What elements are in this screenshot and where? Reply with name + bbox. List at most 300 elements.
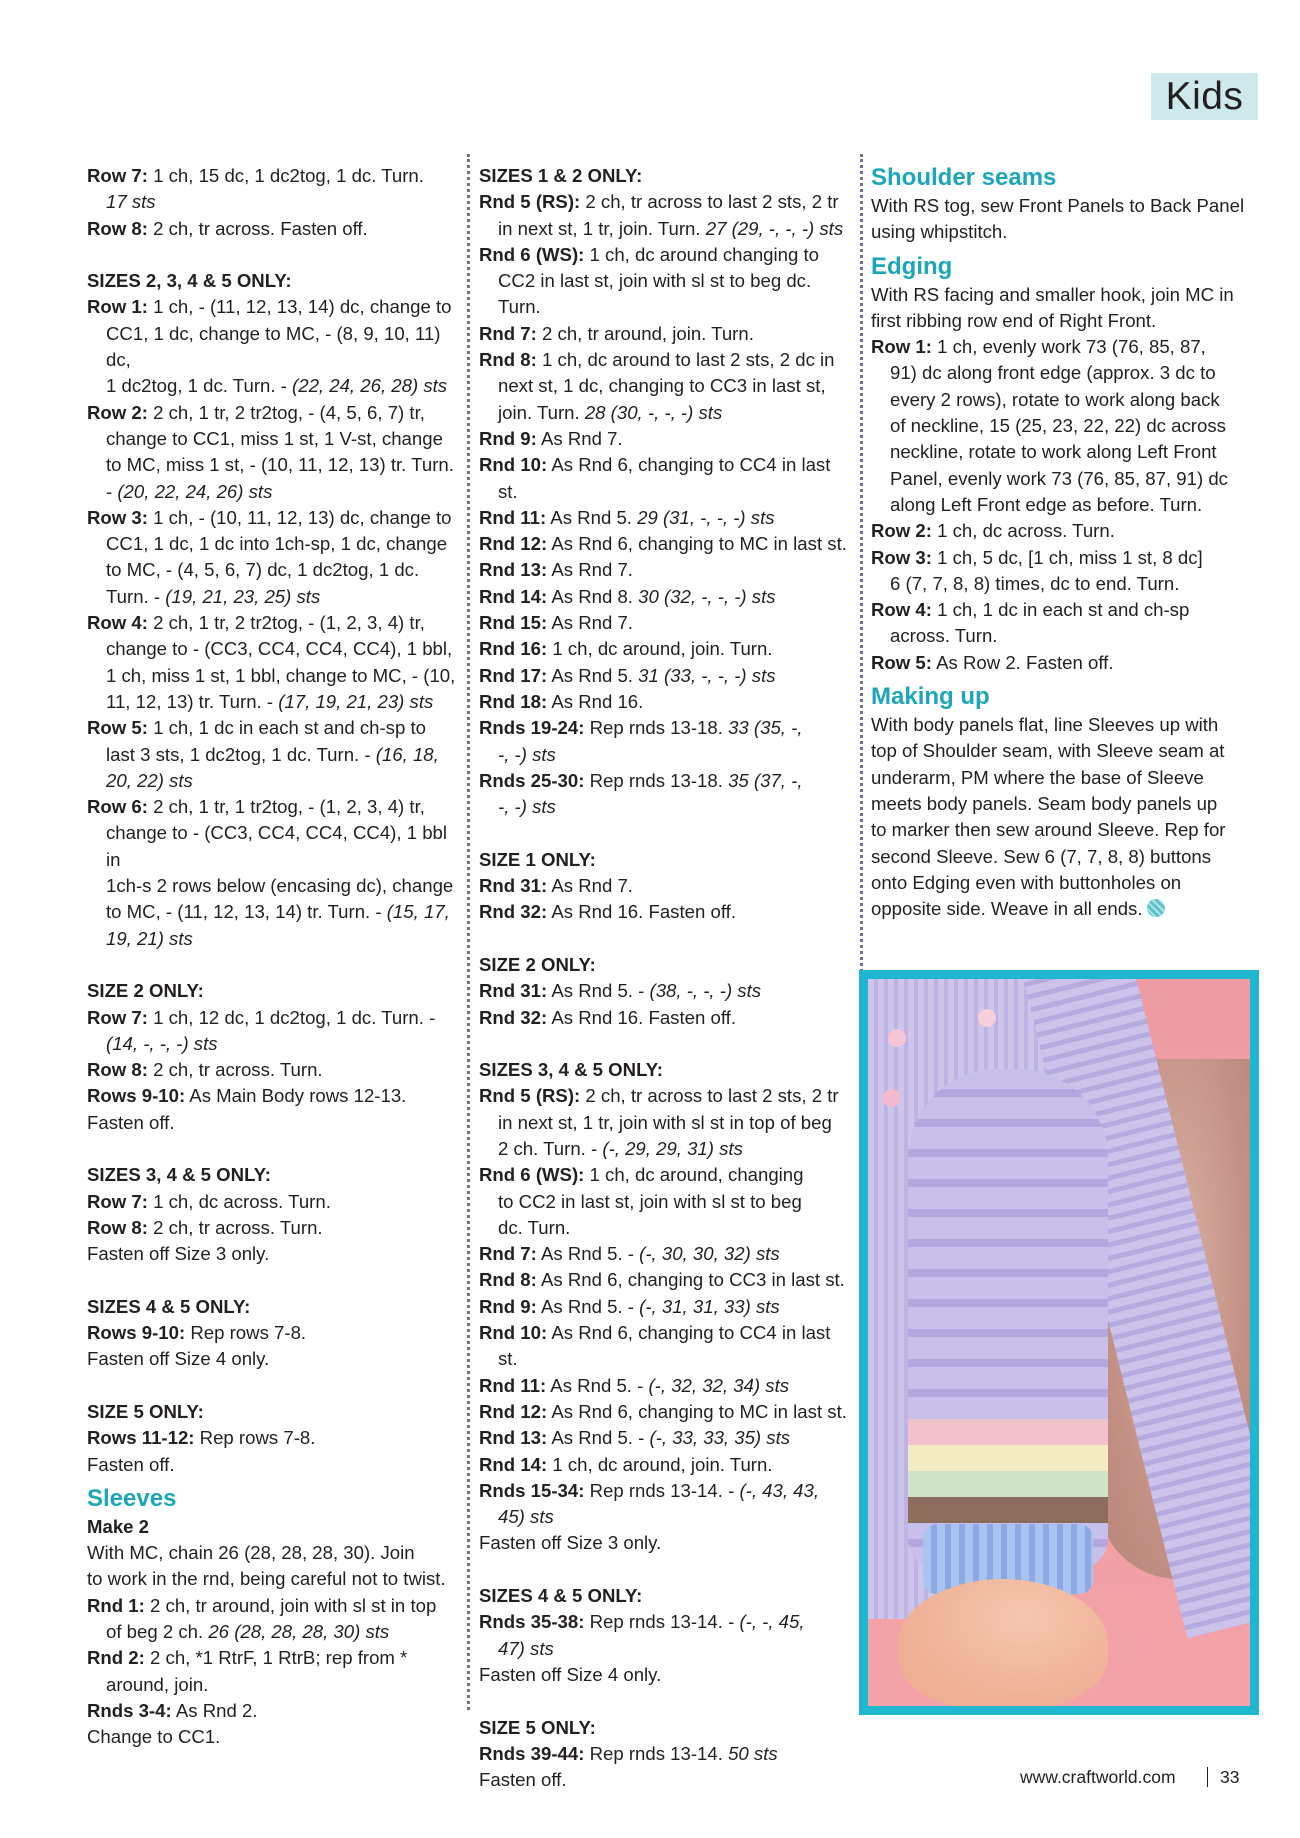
stitch-count: (20, 22, 24, 26) sts xyxy=(117,480,273,502)
row-label: Rnd 32: xyxy=(479,1006,548,1028)
instruction-text: As Rnd 8. xyxy=(547,585,639,607)
instruction-text: dc. Turn. xyxy=(498,1216,571,1238)
stitch-count: 27 (29, -, -, -) sts xyxy=(705,217,844,239)
section-heading: Shoulder seams xyxy=(871,164,1057,191)
instruction-line xyxy=(479,663,854,689)
instruction-text: 2 ch, 1 tr, 1 tr2tog, - (1, 2, 3, 4) tr, xyxy=(147,796,425,818)
instruction-text: Rep rnds 13-18. xyxy=(584,769,729,791)
row-label: Rnd 9: xyxy=(479,427,537,449)
instruction-line xyxy=(479,1373,854,1399)
instruction-text: As Rnd 5. xyxy=(546,506,638,528)
instruction-line xyxy=(87,1425,459,1451)
instruction-text: 2 ch, tr across. Turn. xyxy=(147,1216,323,1238)
instruction-text: Rep rnds 13-14. xyxy=(584,1742,729,1764)
section-tab: Kids xyxy=(1151,73,1258,120)
instruction-line xyxy=(87,1593,459,1619)
instruction-line xyxy=(87,584,459,610)
instruction-line xyxy=(479,505,854,531)
instruction-text: As Row 2. Fasten off. xyxy=(931,651,1114,673)
instruction-line xyxy=(479,1609,854,1635)
instruction-line xyxy=(871,738,1251,764)
instruction-text: 1 ch, dc around, join. Turn. xyxy=(547,638,773,660)
stitch-count: 30 (32, -, -, -) sts xyxy=(638,585,776,607)
instruction-text: along Left Front edge as before. Turn. xyxy=(890,493,1203,515)
spacer xyxy=(479,1688,854,1714)
instruction-line xyxy=(87,1320,459,1346)
row-label: Row 8: xyxy=(87,1216,148,1238)
instruction-line xyxy=(87,873,459,899)
instruction-text: 2 ch, tr across to last 2 sts, 2 tr xyxy=(580,191,839,213)
instruction-text: to MC, - (4, 5, 6, 7) dc, 1 dc2tog, 1 dc. xyxy=(106,559,420,581)
instruction-line xyxy=(871,387,1251,413)
instruction-line xyxy=(479,1636,854,1662)
spacer xyxy=(479,926,854,952)
instruction-line xyxy=(87,321,459,374)
instruction-text: Rep rnds 13-14. - xyxy=(584,1611,740,1633)
instruction-text: As Rnd 7. xyxy=(547,559,633,581)
instruction-line xyxy=(87,216,459,242)
stitch-count: (15, 17, xyxy=(386,901,450,923)
instruction-text: 2 ch, 1 tr, 2 tr2tog, - (1, 2, 3, 4) tr, xyxy=(147,612,425,634)
instruction-line xyxy=(871,623,1251,649)
row-label: Rnds 25-30: xyxy=(479,769,585,791)
instruction-text: As Rnd 5. - xyxy=(547,1427,650,1449)
instruction-text: to CC2 in last st, join with sl st to beg xyxy=(498,1190,802,1212)
instruction-line xyxy=(87,1346,459,1372)
instruction-line xyxy=(87,1724,459,1750)
stitch-count: (-, 29, 29, 31) sts xyxy=(602,1137,743,1159)
pattern-column-1 xyxy=(87,163,459,1751)
instruction-text: onto Edging even with buttonholes on xyxy=(871,871,1182,893)
yarn-ball-icon xyxy=(1147,899,1165,917)
row-label: Rnd 7: xyxy=(479,1243,537,1265)
instruction-text: top of Shoulder seam, with Sleeve seam at xyxy=(871,740,1225,762)
row-label: Row 7: xyxy=(87,1190,148,1212)
spacer xyxy=(479,1557,854,1583)
row-label: Row 3: xyxy=(87,506,148,528)
spacer xyxy=(87,1373,459,1399)
instruction-line xyxy=(479,1083,854,1109)
page-number: 33 xyxy=(1220,1767,1240,1787)
subheading: SIZE 1 ONLY: xyxy=(479,848,596,870)
instruction-line xyxy=(479,610,854,636)
instruction-text: 1 ch, evenly work 73 (76, 85, 87, xyxy=(931,336,1206,358)
row-label: Rnd 13: xyxy=(479,559,548,581)
instruction-text: Fasten off Size 3 only. xyxy=(87,1243,270,1265)
stitch-count: (-, 33, 33, 35) sts xyxy=(649,1427,791,1449)
stitch-count: (19, 21, 23, 25) sts xyxy=(165,585,321,607)
instruction-line xyxy=(87,1540,459,1566)
instruction-text: 1 ch, 12 dc, 1 dc2tog, 1 dc. Turn. - xyxy=(147,1006,436,1028)
stitch-count: 26 (28, 28, 28, 30) sts xyxy=(208,1621,390,1643)
instruction-text: - xyxy=(106,480,118,502)
instruction-text: With body panels flat, line Sleeves up with xyxy=(871,714,1219,736)
instruction-line xyxy=(479,1136,854,1162)
subheading: Make 2 xyxy=(87,1515,150,1537)
bobble-motif xyxy=(883,1089,901,1107)
instruction-line xyxy=(479,1530,854,1556)
instruction-line xyxy=(87,1241,459,1267)
instruction-text: As Rnd 7. xyxy=(536,427,623,449)
instruction-text: CC2 in last st, join with sl st to beg dc. Turn. xyxy=(498,270,812,318)
instruction-line xyxy=(871,791,1251,817)
spacer xyxy=(479,820,854,846)
instruction-text: 1 ch, dc around changing to xyxy=(584,243,819,265)
instruction-text: last 3 sts, 1 dc2tog, 1 dc. Turn. - xyxy=(106,743,376,765)
row-label: Row 5: xyxy=(87,717,148,739)
instruction-line xyxy=(87,189,459,215)
instruction-line xyxy=(87,426,459,452)
stitch-count: (-, 31, 31, 33) sts xyxy=(639,1295,780,1317)
instruction-line xyxy=(87,1452,459,1478)
instruction-line xyxy=(479,1110,854,1136)
instruction-line xyxy=(871,870,1251,896)
row-label: Rnds 35-38: xyxy=(479,1611,585,1633)
instruction-text: As Rnd 16. Fasten off. xyxy=(547,1006,736,1028)
instruction-text: As Rnd 5. - xyxy=(536,1295,640,1317)
instruction-line xyxy=(871,571,1251,597)
subheading: SIZE 2 ONLY: xyxy=(479,953,596,975)
row-label: Rnd 7: xyxy=(479,322,537,344)
section-heading: Sleeves xyxy=(87,1484,177,1512)
instruction-text: next st, 1 dc, changing to CC3 in last st, xyxy=(498,375,826,397)
spacer xyxy=(479,1031,854,1057)
subheading: SIZES 3, 4 & 5 ONLY: xyxy=(87,1164,271,1186)
instruction-text: join. Turn. xyxy=(498,401,585,423)
instruction-line xyxy=(871,282,1251,308)
instruction-text: 1 ch, miss 1 st, 1 bbl, change to MC, - (10, xyxy=(106,664,456,686)
instruction-text: of beg 2 ch. xyxy=(106,1621,209,1643)
instruction-text: 1 ch, dc across. Turn. xyxy=(147,1190,331,1212)
instruction-text: change to CC1, miss 1 st, 1 V-st, change xyxy=(106,427,443,449)
instruction-line xyxy=(87,1645,459,1671)
instruction-line xyxy=(87,1005,459,1031)
instruction-line xyxy=(87,479,459,505)
stitch-count: -, -) sts xyxy=(498,743,556,765)
instruction-text: in next st, 1 tr, join. Turn. xyxy=(498,217,706,239)
instruction-text: With RS tog, sew Front Panels to Back Panel xyxy=(871,195,1245,216)
instruction-line xyxy=(871,219,1251,245)
instruction-line xyxy=(87,715,459,741)
section-heading: Making up xyxy=(871,683,990,711)
instruction-line xyxy=(871,896,1251,922)
instruction-line xyxy=(871,817,1251,843)
row-label: Rnd 31: xyxy=(479,980,548,1002)
instruction-line xyxy=(871,308,1251,334)
stitch-count: (-, 32, 32, 34) sts xyxy=(648,1374,790,1396)
pattern-column-3 xyxy=(871,163,1251,922)
instruction-text: As Rnd 16. xyxy=(547,690,644,712)
instruction-text: in next st, 1 tr, join with sl st in top of beg xyxy=(498,1111,832,1133)
row-label: Rnd 11: xyxy=(479,1374,547,1396)
bobble-motif xyxy=(888,1029,906,1047)
instruction-text: As Rnd 5. - xyxy=(547,980,650,1002)
instruction-text: As Rnd 5. - xyxy=(536,1243,640,1265)
subheading: SIZES 2, 3, 4 & 5 ONLY: xyxy=(87,270,292,292)
instruction-text: Fasten off. xyxy=(87,1111,175,1133)
row-label: Row 6: xyxy=(87,796,148,818)
row-label: Rnd 2: xyxy=(87,1647,145,1669)
stitch-count: (-, 30, 30, 32) sts xyxy=(639,1243,780,1265)
instruction-text: 91) dc along front edge (approx. 3 dc to xyxy=(890,362,1216,384)
instruction-text: As Main Body rows 12-13. xyxy=(185,1085,407,1107)
row-label: Row 8: xyxy=(87,1059,148,1081)
stitch-count: (17, 19, 21, 23) sts xyxy=(278,690,434,712)
instruction-line xyxy=(479,1189,854,1215)
row-label: Rnd 32: xyxy=(479,901,548,923)
instruction-text: Fasten off. xyxy=(479,1769,567,1791)
instruction-line xyxy=(87,820,459,873)
row-label: Row 1: xyxy=(87,296,148,318)
instruction-text: 1 ch, - (10, 11, 12, 13) dc, change to xyxy=(147,506,452,528)
sleeve-stripe xyxy=(908,1419,1108,1445)
sleeve-stripe xyxy=(908,1471,1108,1497)
row-label: Rnd 18: xyxy=(479,690,548,712)
instruction-text: As Rnd 6, changing to MC in last st. xyxy=(547,1400,847,1422)
stitch-count: (22, 24, 26, 28) sts xyxy=(292,375,448,397)
instruction-text: every 2 rows), rotate to work along back xyxy=(890,388,1220,410)
instruction-text: change to - (CC3, CC4, CC4, CC4), 1 bbl, xyxy=(106,638,453,660)
instruction-text: 2 ch, 1 tr, 2 tr2tog, - (4, 5, 6, 7) tr, xyxy=(147,401,425,423)
instruction-line xyxy=(87,1110,459,1136)
instruction-line xyxy=(479,1662,854,1688)
instruction-line xyxy=(87,610,459,636)
instruction-text: Turn. - xyxy=(106,585,166,607)
stitch-count: 31 (33, -, -, -) sts xyxy=(638,664,776,686)
instruction-line xyxy=(479,321,854,347)
instruction-line xyxy=(871,597,1251,623)
instruction-text: 1 ch, dc around to last 2 sts, 2 dc in xyxy=(536,349,835,371)
instruction-text: 1 ch, 1 dc in each st and ch-sp xyxy=(931,599,1190,621)
row-label: Rnds 15-34: xyxy=(479,1479,585,1501)
row-label: Rnd 15: xyxy=(479,612,548,634)
instruction-text: 2 ch, tr across. Fasten off. xyxy=(147,217,368,239)
instruction-line xyxy=(479,1741,854,1767)
instruction-text: of neckline, 15 (25, 23, 22, 22) dc across xyxy=(890,415,1226,437)
stitch-count: 28 (30, -, -, -) sts xyxy=(584,401,723,423)
instruction-text: 1 ch, 1 dc in each st and ch-sp to xyxy=(147,717,426,739)
instruction-line xyxy=(479,373,854,399)
instruction-text: neckline, rotate to work along Left Front xyxy=(890,441,1217,463)
instruction-line xyxy=(479,742,854,768)
instruction-text: 1 dc2tog, 1 dc. Turn. - xyxy=(106,375,293,397)
instruction-line xyxy=(479,216,854,242)
instruction-line xyxy=(87,1189,459,1215)
row-label: Rows 9-10: xyxy=(87,1085,186,1107)
instruction-line xyxy=(87,794,459,820)
subheading: SIZES 4 & 5 ONLY: xyxy=(87,1295,251,1317)
instruction-text: As Rnd 7. xyxy=(547,875,633,897)
instruction-text: second Sleeve. Sew 6 (7, 7, 8, 8) buttons xyxy=(871,845,1212,867)
row-label: Rnd 31: xyxy=(479,875,548,897)
subheading: SIZES 4 & 5 ONLY: xyxy=(479,1585,643,1607)
instruction-text: to MC, miss 1 st, - (10, 11, 12, 13) tr. Turn. xyxy=(106,454,454,476)
footer-url[interactable]: www.craftworld.com xyxy=(1020,1767,1176,1787)
stitch-count: 35 (37, -, xyxy=(728,769,803,791)
instruction-line xyxy=(871,844,1251,870)
instruction-line xyxy=(87,1672,459,1698)
instruction-line xyxy=(871,518,1251,544)
instruction-line xyxy=(87,1057,459,1083)
instruction-line xyxy=(479,1294,854,1320)
sleeve-stripe xyxy=(908,1497,1108,1523)
row-label: Rnd 12: xyxy=(479,533,548,555)
instruction-line xyxy=(479,1504,854,1530)
row-label: Rnd 16: xyxy=(479,638,548,660)
instruction-line xyxy=(871,360,1251,386)
stitch-count: 29 (31, -, -, -) sts xyxy=(637,506,775,528)
instruction-line xyxy=(479,268,854,321)
row-label: Rnd 8: xyxy=(479,1269,537,1291)
instruction-line xyxy=(479,400,854,426)
bobble-motif xyxy=(978,1009,996,1027)
row-label: Rnd 13: xyxy=(479,1427,548,1449)
instruction-line xyxy=(87,1083,459,1109)
instruction-line xyxy=(871,650,1251,676)
row-label: Rows 11-12: xyxy=(87,1427,195,1449)
instruction-text: Rep rnds 13-14. - xyxy=(584,1479,740,1501)
instruction-line xyxy=(871,334,1251,360)
instruction-line xyxy=(479,1162,854,1188)
instruction-text: change to - (CC3, CC4, CC4, CC4), 1 bbl in xyxy=(106,822,448,870)
row-label: Rnd 8: xyxy=(479,349,537,371)
instruction-text: Fasten off Size 4 only. xyxy=(87,1348,270,1370)
instruction-text: 1ch-s 2 rows below (encasing dc), change xyxy=(106,875,454,897)
instruction-line xyxy=(479,899,854,925)
instruction-text: using whipstitch. xyxy=(871,221,1008,243)
instruction-line xyxy=(479,1478,854,1504)
instruction-line xyxy=(479,1425,854,1451)
instruction-line xyxy=(87,505,459,531)
spacer xyxy=(87,242,459,268)
instruction-line xyxy=(87,1215,459,1241)
instruction-line xyxy=(87,400,459,426)
instruction-text: As Rnd 6, changing to CC4 in last st. xyxy=(498,1322,831,1370)
instruction-text: 11, 12, 13) tr. Turn. - xyxy=(106,690,279,712)
instruction-line xyxy=(479,768,854,794)
instruction-line xyxy=(87,663,459,689)
instruction-line xyxy=(87,1566,459,1592)
instruction-line xyxy=(479,426,854,452)
instruction-text: Fasten off Size 4 only. xyxy=(479,1663,662,1685)
instruction-line xyxy=(479,557,854,583)
instruction-line xyxy=(479,978,854,1004)
instruction-text: As Rnd 7. xyxy=(547,612,633,634)
instruction-text: meets body panels. Seam body panels up xyxy=(871,792,1218,814)
instruction-text: CC1, 1 dc, change to MC, - (8, 9, 10, 11) dc, xyxy=(106,322,441,371)
row-label: Rnd 12: xyxy=(479,1400,548,1422)
stitch-count: 17 sts xyxy=(106,191,156,213)
subheading: SIZE 5 ONLY: xyxy=(87,1400,204,1422)
instruction-line xyxy=(87,163,459,189)
instruction-text: to work in the rnd, being careful not to twist. xyxy=(87,1568,446,1590)
stitch-count: (14, -, -, -) sts xyxy=(106,1032,218,1054)
instruction-line xyxy=(87,373,459,399)
row-label: Rnds 19-24: xyxy=(479,717,585,739)
instruction-line xyxy=(479,873,854,899)
instruction-line xyxy=(479,1267,854,1293)
instruction-line xyxy=(87,899,459,925)
instruction-text: 1 ch, dc around, join. Turn. xyxy=(547,1453,773,1475)
instruction-text: 1 ch, dc around, changing xyxy=(584,1164,804,1186)
instruction-line xyxy=(479,636,854,662)
row-label: Rnds 3-4: xyxy=(87,1699,172,1721)
row-label: Row 5: xyxy=(871,651,932,673)
instruction-line xyxy=(871,193,1251,219)
instruction-text: As Rnd 6, changing to MC in last st. xyxy=(547,533,847,555)
row-label: Rnd 6 (WS): xyxy=(479,1164,585,1186)
stitch-count: (16, 18, xyxy=(375,743,439,765)
instruction-text: 1 ch, 5 dc, [1 ch, miss 1 st, 8 dc] xyxy=(931,546,1203,568)
footer-separator xyxy=(1207,1767,1208,1787)
instruction-text: Change to CC1. xyxy=(87,1726,221,1748)
cardigan-photo xyxy=(859,970,1259,1715)
subheading: SIZE 2 ONLY: xyxy=(87,980,204,1002)
stitch-count: 20, 22) sts xyxy=(106,769,193,791)
subheading: SIZE 5 ONLY: xyxy=(479,1716,596,1738)
row-label: Rnd 5 (RS): xyxy=(479,191,581,213)
row-label: Row 7: xyxy=(87,1006,148,1028)
row-label: Rnd 5 (RS): xyxy=(479,1085,581,1107)
instruction-line xyxy=(479,189,854,215)
row-label: Row 8: xyxy=(87,217,148,239)
row-label: Rnd 9: xyxy=(479,1295,537,1317)
instruction-text: As Rnd 5. - xyxy=(546,1374,649,1396)
instruction-line xyxy=(871,545,1251,571)
instruction-line xyxy=(871,765,1251,791)
instruction-text: first ribbing row end of Right Front. xyxy=(871,309,1157,331)
instruction-line xyxy=(479,715,854,741)
row-label: Rnd 14: xyxy=(479,1453,548,1475)
row-label: Rnd 14: xyxy=(479,585,548,607)
instruction-line xyxy=(479,531,854,557)
instruction-text: With RS facing and smaller hook, join MC in xyxy=(871,283,1234,305)
instruction-line xyxy=(871,466,1251,492)
instruction-line xyxy=(87,1031,459,1057)
instruction-text: CC1, 1 dc, 1 dc into 1ch-sp, 1 dc, change xyxy=(106,533,448,555)
instruction-text: 2 ch, *1 RtrF, 1 RtrB; rep from * xyxy=(144,1647,408,1669)
row-label: Row 1: xyxy=(871,336,932,358)
instruction-line xyxy=(871,492,1251,518)
instruction-text: 1 ch, 15 dc, 1 dc2tog, 1 dc. Turn. xyxy=(147,165,424,186)
spacer xyxy=(87,1136,459,1162)
instruction-line xyxy=(87,689,459,715)
row-label: Rnd 10: xyxy=(479,1322,548,1344)
instruction-text: Rep rnds 13-18. xyxy=(584,717,729,739)
column-divider xyxy=(467,154,470,1710)
instruction-line xyxy=(479,794,854,820)
instruction-text: 6 (7, 7, 8, 8) times, dc to end. Turn. xyxy=(890,572,1180,594)
row-label: Rnd 6 (WS): xyxy=(479,243,585,265)
instruction-text: underarm, PM where the base of Sleeve xyxy=(871,766,1204,788)
row-label: Rnd 10: xyxy=(479,454,548,476)
instruction-line xyxy=(479,452,854,505)
instruction-text: 1 ch, - (11, 12, 13, 14) dc, change to xyxy=(147,296,452,318)
subheading: SIZES 1 & 2 ONLY: xyxy=(479,165,643,186)
row-label: Row 3: xyxy=(871,546,932,568)
instruction-line xyxy=(479,347,854,373)
instruction-line xyxy=(479,689,854,715)
stitch-count: 19, 21) sts xyxy=(106,927,193,949)
instruction-text: 2 ch, tr around, join. Turn. xyxy=(536,322,754,344)
stitch-count: (-, -, 45, xyxy=(739,1611,805,1633)
stitch-count: (38, -, -, -) sts xyxy=(649,980,762,1002)
instruction-line xyxy=(479,584,854,610)
instruction-line xyxy=(479,1215,854,1241)
instruction-text: Panel, evenly work 73 (76, 85, 87, 91) dc xyxy=(890,467,1228,489)
instruction-text: opposite side. Weave in all ends. xyxy=(871,898,1143,920)
instruction-text: As Rnd 6, changing to CC3 in last st. xyxy=(536,1269,845,1291)
